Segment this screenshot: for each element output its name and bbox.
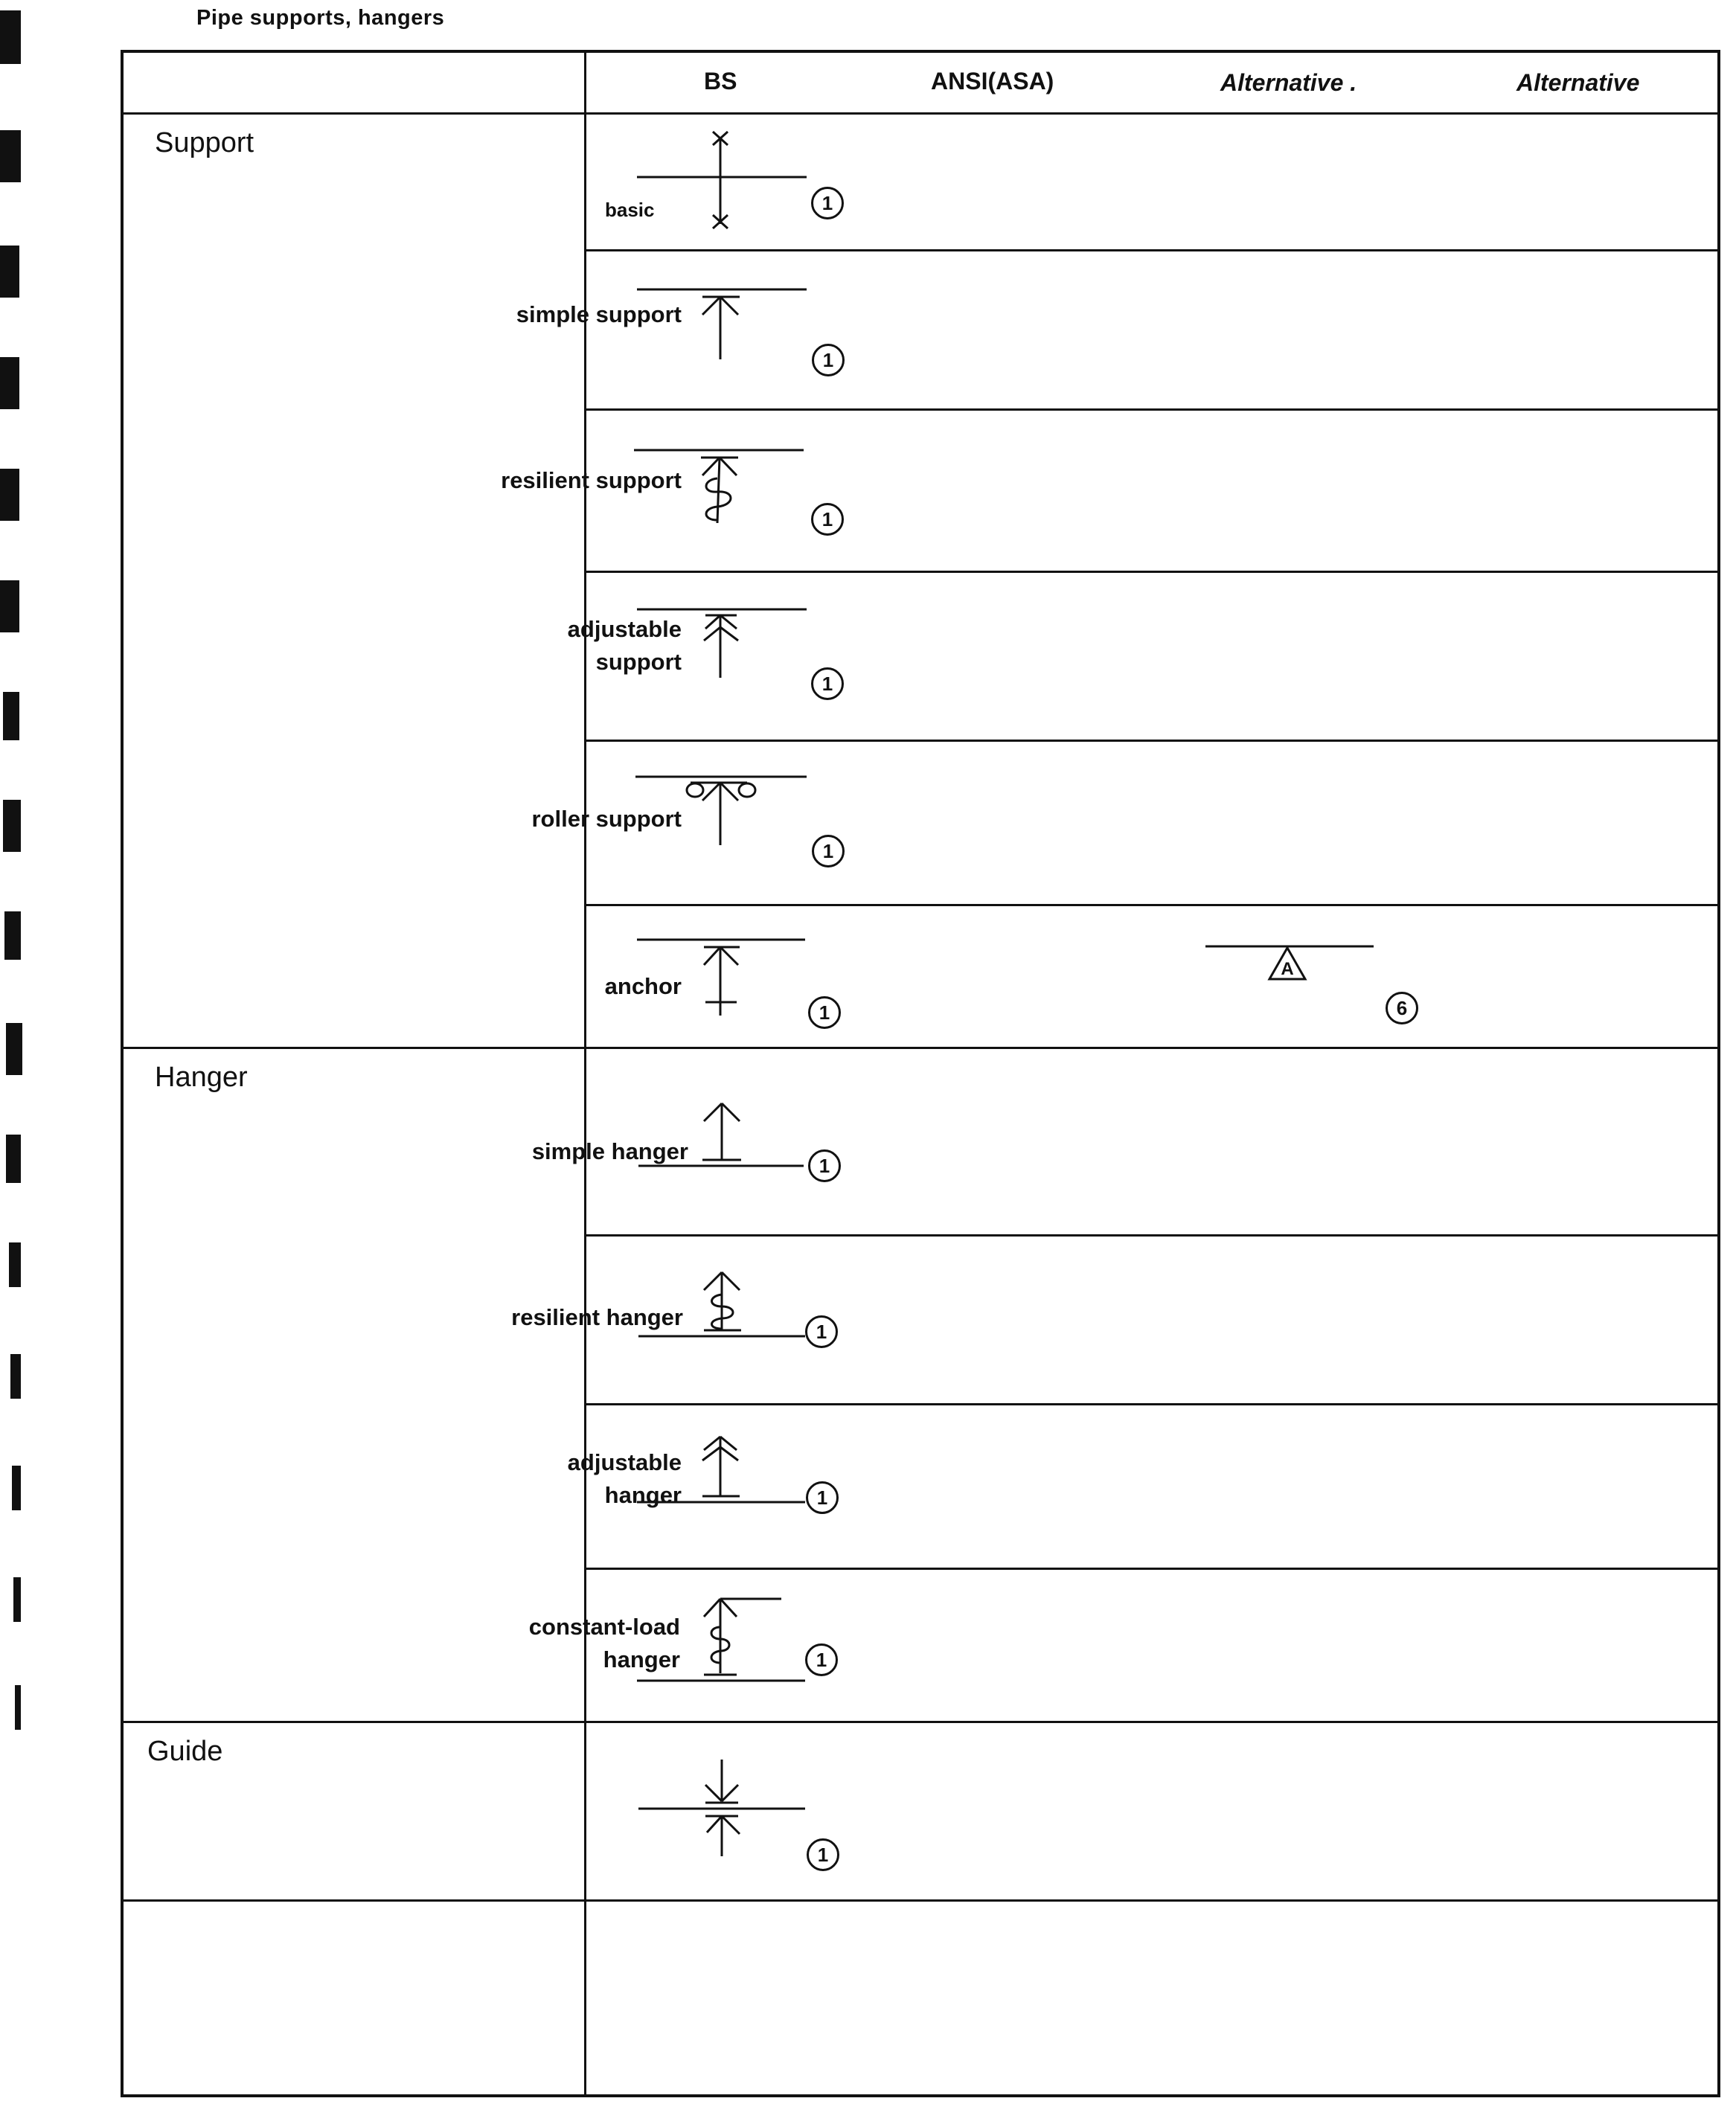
reference-1-icon: 1: [806, 1481, 839, 1514]
resilient-support-icon: [634, 446, 813, 542]
row-label-roller-support: roller support: [531, 806, 682, 832]
header-bs: BS: [704, 68, 737, 94]
binding-mark: [6, 1023, 22, 1075]
reference-1-icon: 1: [805, 1643, 838, 1676]
reference-6-icon: 6: [1386, 992, 1418, 1024]
header-ansi: ANSI(ASA): [931, 68, 1054, 94]
reference-1-icon: 1: [807, 1838, 839, 1871]
binding-mark: [3, 692, 19, 740]
row-divider: [584, 1403, 1717, 1405]
simple-support-icon: [637, 283, 816, 395]
row-label-resilient-hanger: resilient hanger: [511, 1304, 683, 1330]
row-divider: [584, 1568, 1717, 1570]
group-divider: [124, 1721, 1717, 1723]
reference-1-icon: 1: [805, 1315, 838, 1348]
svg-text:A: A: [1281, 959, 1294, 979]
row-divider: [584, 408, 1717, 411]
binding-mark: [9, 1242, 21, 1287]
row-label-line: hanger: [603, 1646, 680, 1672]
row-divider: [584, 904, 1717, 906]
reference-1-icon: 1: [812, 344, 845, 376]
reference-1-icon: 1: [811, 503, 844, 536]
page-title: Pipe supports, hangers: [196, 6, 445, 30]
binding-mark: [10, 1354, 21, 1399]
binding-mark: [0, 130, 21, 182]
resilient-hanger-icon: [638, 1263, 817, 1367]
guide-icon: [638, 1757, 817, 1868]
group-label-support: Support: [155, 127, 254, 158]
binding-mark: [0, 10, 21, 64]
roller-support-icon: [635, 772, 814, 869]
row-label-resilient-support: resilient support: [501, 467, 682, 493]
binding-mark: [3, 800, 21, 852]
reference-1-icon: 1: [811, 667, 844, 700]
symbol-table: [121, 50, 1720, 2097]
row-label-line: hanger: [604, 1482, 682, 1508]
row-label-line: adjustable: [567, 1449, 682, 1475]
constant-load-hanger-icon: [637, 1593, 816, 1690]
group-label-guide: Guide: [147, 1736, 223, 1767]
header-alternative-1: Alternative .: [1220, 69, 1357, 96]
row-divider: [584, 740, 1717, 742]
binding-mark: [4, 911, 21, 960]
binding-mark: [0, 469, 19, 521]
binding-mark: [0, 246, 19, 298]
binding-mark: [15, 1685, 21, 1730]
binding-mark: [0, 357, 19, 409]
simple-hanger-icon: [638, 1094, 817, 1199]
row-label-anchor: anchor: [604, 973, 682, 999]
reference-1-icon: 1: [808, 1149, 841, 1182]
group-divider: [124, 1047, 1717, 1049]
anchor-icon: [637, 935, 816, 1032]
row-label-line: adjustable: [567, 616, 682, 642]
column-divider: [584, 53, 586, 2094]
reference-1-icon: 1: [808, 996, 841, 1029]
row-label-line: constant-load: [528, 1614, 680, 1640]
row-divider: [584, 1234, 1717, 1237]
row-label-line: support: [595, 649, 682, 675]
reference-1-icon: 1: [811, 187, 844, 219]
header-alternative-2: Alternative: [1516, 69, 1640, 96]
group-divider: [124, 1899, 1717, 1902]
adjustable-support-icon: [637, 605, 816, 702]
binding-mark: [12, 1466, 21, 1510]
row-label-simple-hanger: simple hanger: [531, 1138, 688, 1164]
group-label-hanger: Hanger: [155, 1062, 248, 1093]
adjustable-hanger-icon: [637, 1429, 816, 1533]
row-divider: [584, 571, 1717, 573]
row-label-simple-support: simple support: [516, 301, 682, 327]
anchor-alternative-icon: [1205, 942, 1384, 994]
basic-support-icon: [637, 127, 830, 276]
basic-label: basic: [605, 199, 655, 221]
binding-mark: [13, 1577, 21, 1622]
reference-1-icon: 1: [812, 835, 845, 867]
binding-mark: [6, 1135, 21, 1183]
binding-mark: [0, 580, 19, 632]
header-divider: [124, 112, 1717, 115]
